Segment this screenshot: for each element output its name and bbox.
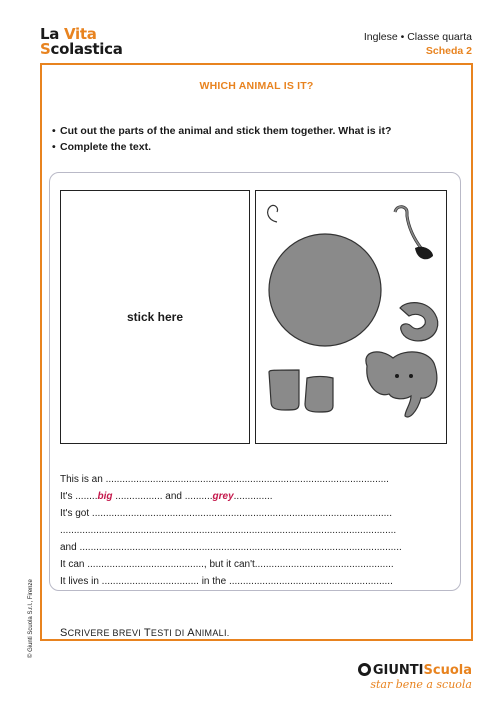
task-text: CRIVERE BREVI xyxy=(67,628,144,638)
text-line[interactable] xyxy=(60,488,452,505)
text-line[interactable]: It's got ............................................................................................................ xyxy=(60,508,392,519)
subject-label: Inglese • Classe quarta xyxy=(363,31,472,43)
page-title: WHICH ANIMAL IS IT? xyxy=(199,80,314,92)
text-segment: ................. and .......... xyxy=(112,491,213,502)
text-line[interactable]: It can .........................................., but it can't.................................................. xyxy=(60,559,394,570)
bullet: • xyxy=(52,141,56,153)
logo-text: S xyxy=(40,40,51,58)
task-text: A xyxy=(187,627,195,639)
logo-text: Vita xyxy=(64,25,97,43)
elephant-parts xyxy=(255,190,447,444)
instruction-text: Cut out the parts of the animal and stick them together. What is it? xyxy=(60,125,392,137)
text-line[interactable]: It lives in ................................... in the ........................................................... xyxy=(60,576,393,587)
task-description xyxy=(60,627,230,639)
filled-word: big xyxy=(97,491,113,502)
tusk-piece xyxy=(268,205,278,222)
task-text: T xyxy=(143,627,151,639)
task-text: NIMALI. xyxy=(194,628,230,638)
head-piece xyxy=(366,352,437,417)
instructions xyxy=(52,123,391,155)
logo-text: colastica xyxy=(50,40,123,58)
leg-piece xyxy=(269,370,299,410)
sheet-label: Scheda 2 xyxy=(425,45,472,57)
giunti-logo-icon xyxy=(358,663,371,676)
brand-name: GIUNTI xyxy=(372,663,424,678)
header-info xyxy=(364,30,472,58)
instruction-text: Complete the text. xyxy=(60,141,152,153)
leg-piece xyxy=(305,377,333,413)
publisher-brand xyxy=(358,663,472,691)
logo-text: La xyxy=(40,25,65,43)
text-line[interactable]: and .................................................................................................................... xyxy=(60,542,402,553)
text-line[interactable]: This is an ...................................................................................................... xyxy=(60,474,389,485)
body-piece xyxy=(269,234,381,346)
brand-name: Scuola xyxy=(423,663,472,678)
logo xyxy=(40,27,123,57)
instruction-item xyxy=(52,139,391,155)
text-segment: It's ........ xyxy=(60,491,98,502)
filled-word: grey xyxy=(212,491,234,502)
instruction-item xyxy=(52,123,391,139)
fill-in-text xyxy=(60,471,452,590)
copyright: © Giunti Scuola S.r.l., Firenze xyxy=(28,579,34,658)
text-line[interactable]: ......................................................................................................................... xyxy=(60,525,397,536)
stick-label: stick here xyxy=(126,310,184,324)
bullet: • xyxy=(52,125,56,137)
tail-piece xyxy=(395,207,433,260)
brand-tagline: star bene a scuola xyxy=(370,678,472,691)
trunk-piece xyxy=(400,303,438,341)
task-text: ESTI DI xyxy=(150,628,188,638)
task-text: S xyxy=(60,627,68,639)
text-segment: .............. xyxy=(233,491,273,502)
